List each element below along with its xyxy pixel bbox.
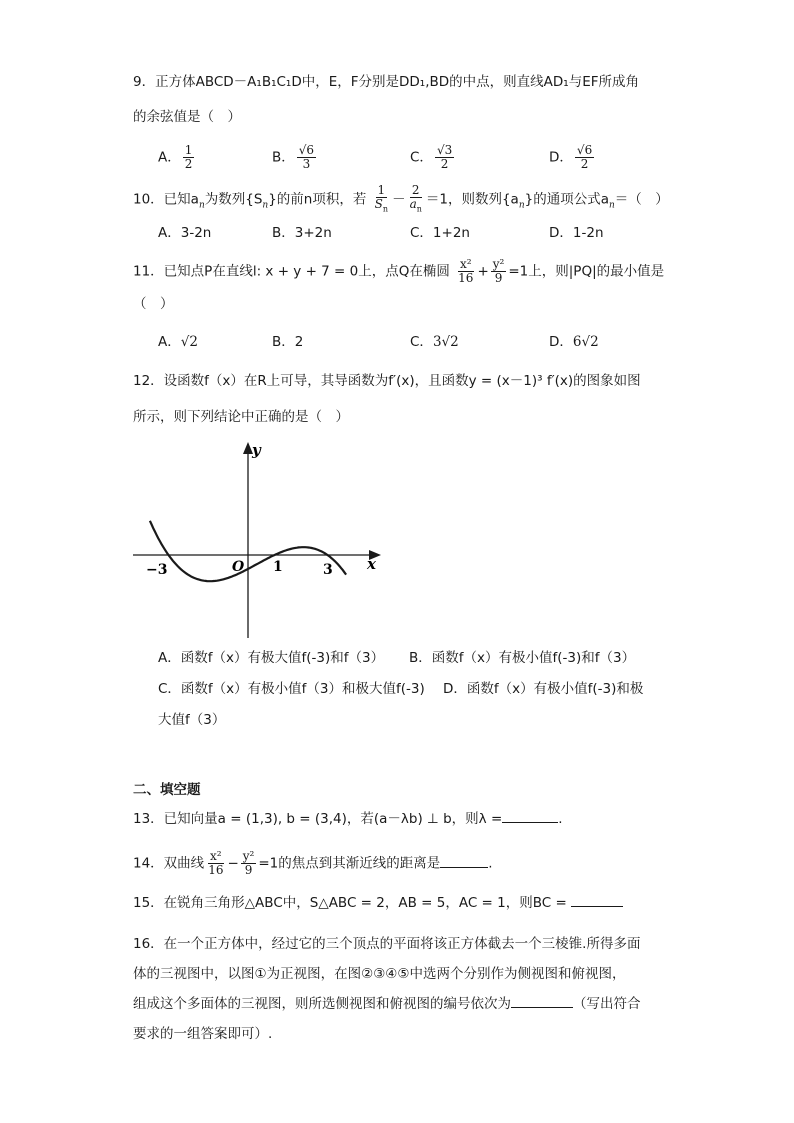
- q10-stem: 10．已知$a_n$为数列$\{S_n\}$的前n项积，若 $\frac{1}{S_n}$ － $\frac{2}{a_n}$ ＝1，则数列$\{a_n\}$的通项公式$a_n=$（ ）: [133, 183, 669, 214]
- q16-line1: 16．在一个正方体中，经过它的三个顶点的平面将该正方体截去一个三棱锥.所得多面: [133, 936, 641, 952]
- q11-fraction-2: $\frac{\text{y²}}{9}$: [492, 257, 505, 285]
- q10-option-d: D．1-2n: [549, 225, 604, 241]
- q12-option-b: B．函数f（x）有极小值f(-3)和f（3）: [409, 650, 636, 666]
- q9-option-b: B． $\frac{√6}{3}$: [272, 143, 315, 171]
- q14-fraction-2: $\frac{\text{y²}}{9}$: [242, 849, 255, 877]
- q15-answer-blank[interactable]: [571, 894, 623, 907]
- origin-label: O: [232, 559, 245, 575]
- q10-fraction-2: $\frac{2}{a_n}$: [409, 183, 422, 214]
- q14-stem: 14．双曲线 $\frac{\text{x²}}{16}$ − $\frac{\text{y²}}{9}$ =1的焦点到其渐近线的距离是 .: [133, 849, 493, 877]
- q16-line2: 体的三视图中，以图①为正视图，在图②③④⑤中选两个分别作为侧视图和俯视图，: [133, 966, 626, 982]
- q14-answer-blank[interactable]: [440, 855, 488, 868]
- q13-stem: 13．已知向量a = (1,3), b = (3,4)，若(a－λb) ⊥ b，则λ = .: [133, 811, 563, 827]
- q12-function-graph: [130, 440, 390, 640]
- q13-answer-blank[interactable]: [502, 810, 558, 823]
- q10-option-b: B．3+2n: [272, 225, 332, 241]
- q10-option-a: A．3-2n: [158, 225, 212, 241]
- q9-option-d: D． $\frac{√6}{2}$: [549, 143, 593, 171]
- q10-fraction-1: $\frac{1}{S_n}$: [374, 183, 389, 214]
- tick-label-1: 1: [273, 559, 283, 575]
- tick-label-neg3: −3: [146, 562, 168, 578]
- q16-answer-blank[interactable]: [511, 995, 573, 1008]
- q9-stem-line2: 的余弦值是（ ）: [133, 109, 241, 125]
- q11-stem: 11．已知点P在直线l: x + y + 7 = 0上，点Q在椭圆 $\frac{\text{x²}}{16}$ + $\frac{\text{y²}}{9}$ =1上，则|PQ|的最小值是: [133, 257, 665, 285]
- q9-option-c: C． $\frac{√3}{2}$: [410, 143, 453, 171]
- q11-option-c: C．3√2: [410, 334, 459, 350]
- q12-option-a: A．函数f（x）有极大值f(-3)和f（3）: [158, 650, 385, 666]
- q16-line3: 组成这个多面体的三视图，则所选侧视图和俯视图的编号依次为 （写出符合: [133, 996, 641, 1012]
- q12-option-d-line1: D．函数f（x）有极小值f(-3)和极: [443, 681, 644, 697]
- q12-stem-line1: 12．设函数f（x）在R上可导，其导函数为f′(x)，且函数y = (x－1)³ f′(x)的图象如图: [133, 373, 641, 389]
- tick-label-3: 3: [323, 562, 333, 578]
- q14-fraction-1: $\frac{\text{x²}}{16}$: [208, 849, 224, 877]
- q16-line4: 要求的一组答案即可）.: [133, 1026, 273, 1042]
- q9-option-a: A． $\frac{1}{2}$: [158, 143, 193, 171]
- y-axis-label: y: [252, 441, 261, 459]
- q10-option-c: C．1+2n: [410, 225, 470, 241]
- q9-stem-line1: 9．正方体ABCD－A₁B₁C₁D中，E，F分别是DD₁,BD的中点，则直线AD₁与EF所成角: [133, 74, 640, 90]
- q11-option-b: B．2: [272, 334, 304, 350]
- section-heading: 二、填空题: [133, 782, 201, 798]
- q11-option-d: D．6√2: [549, 334, 599, 350]
- q12-option-c: C．函数f（x）有极小值f（3）和极大值f(-3): [158, 681, 425, 697]
- q15-stem: 15．在锐角三角形△ABC中，S△ABC = 2，AB = 5，AC = 1，则BC =: [133, 893, 623, 913]
- q11-stem-line2: （ ）: [133, 296, 174, 312]
- q12-stem-line2: 所示，则下列结论中正确的是（ ）: [133, 409, 349, 425]
- q12-option-d-line2: 大值f（3）: [158, 712, 226, 728]
- x-axis-label: x: [367, 555, 376, 573]
- q11-option-a: A．√2: [158, 334, 198, 350]
- q11-fraction-1: $\frac{\text{x²}}{16}$: [458, 257, 474, 285]
